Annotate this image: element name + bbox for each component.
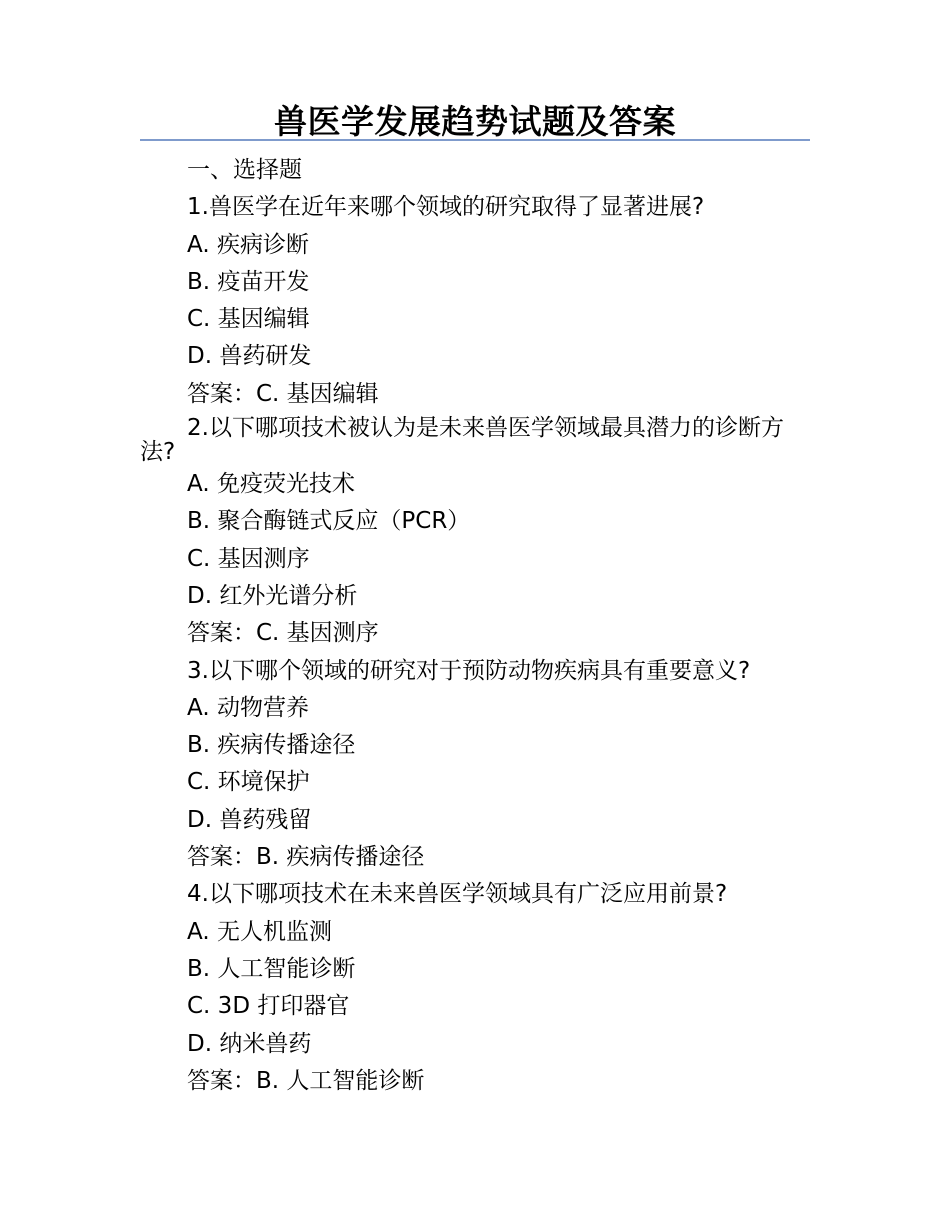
option-b: B. 疾病传播途径 [187,732,356,759]
option-b: B. 疫苗开发 [187,268,310,295]
option-c: C. 环境保护 [187,769,310,796]
answer-text: 答案：C. 基因测序 [187,620,379,647]
answer-text: 答案：B. 人工智能诊断 [187,1067,425,1094]
option-d: D. 兽药残留 [187,806,312,833]
option-b: B. 人工智能诊断 [187,955,356,982]
option-c: C. 基因测序 [187,545,310,572]
option-d: D. 红外光谱分析 [187,582,358,609]
document-title: 兽医学发展趋势试题及答案 [274,102,676,141]
option-a: A. 免疫荧光技术 [187,471,355,498]
answer-text: 答案：B. 疾病传播途径 [187,844,425,871]
question-block-2 [140,413,810,652]
option-d: D. 兽药研发 [187,343,312,370]
option-d: D. 纳米兽药 [187,1030,312,1057]
option-c: C. 3D 打印器官 [187,993,350,1020]
document-body [140,152,810,1100]
option-a: A. 疾病诊断 [187,231,309,258]
option-b: B. 聚合酶链式反应（PCR） [187,508,471,535]
option-c: C. 基因编辑 [187,306,310,333]
question-text: 2.以下哪项技术被认为是未来兽医学领域最具潜力的诊断方法? [140,415,784,465]
section-heading: 一、选择题 [187,157,302,183]
question-block-4 [140,876,810,1100]
answer-text: 答案：C. 基因编辑 [187,380,379,407]
title-underline [140,139,810,141]
option-a: A. 无人机监测 [187,918,332,945]
question-text: 3.以下哪个领域的研究对于预防动物疾病具有重要意义? [187,657,751,684]
question-block-1 [140,189,810,413]
question-text: 4.以下哪项技术在未来兽医学领域具有广泛应用前景? [187,881,728,908]
question-block-3 [140,653,810,877]
question-text: 1.兽医学在近年来哪个领域的研究取得了显著进展? [187,194,705,221]
option-a: A. 动物营养 [187,694,309,721]
